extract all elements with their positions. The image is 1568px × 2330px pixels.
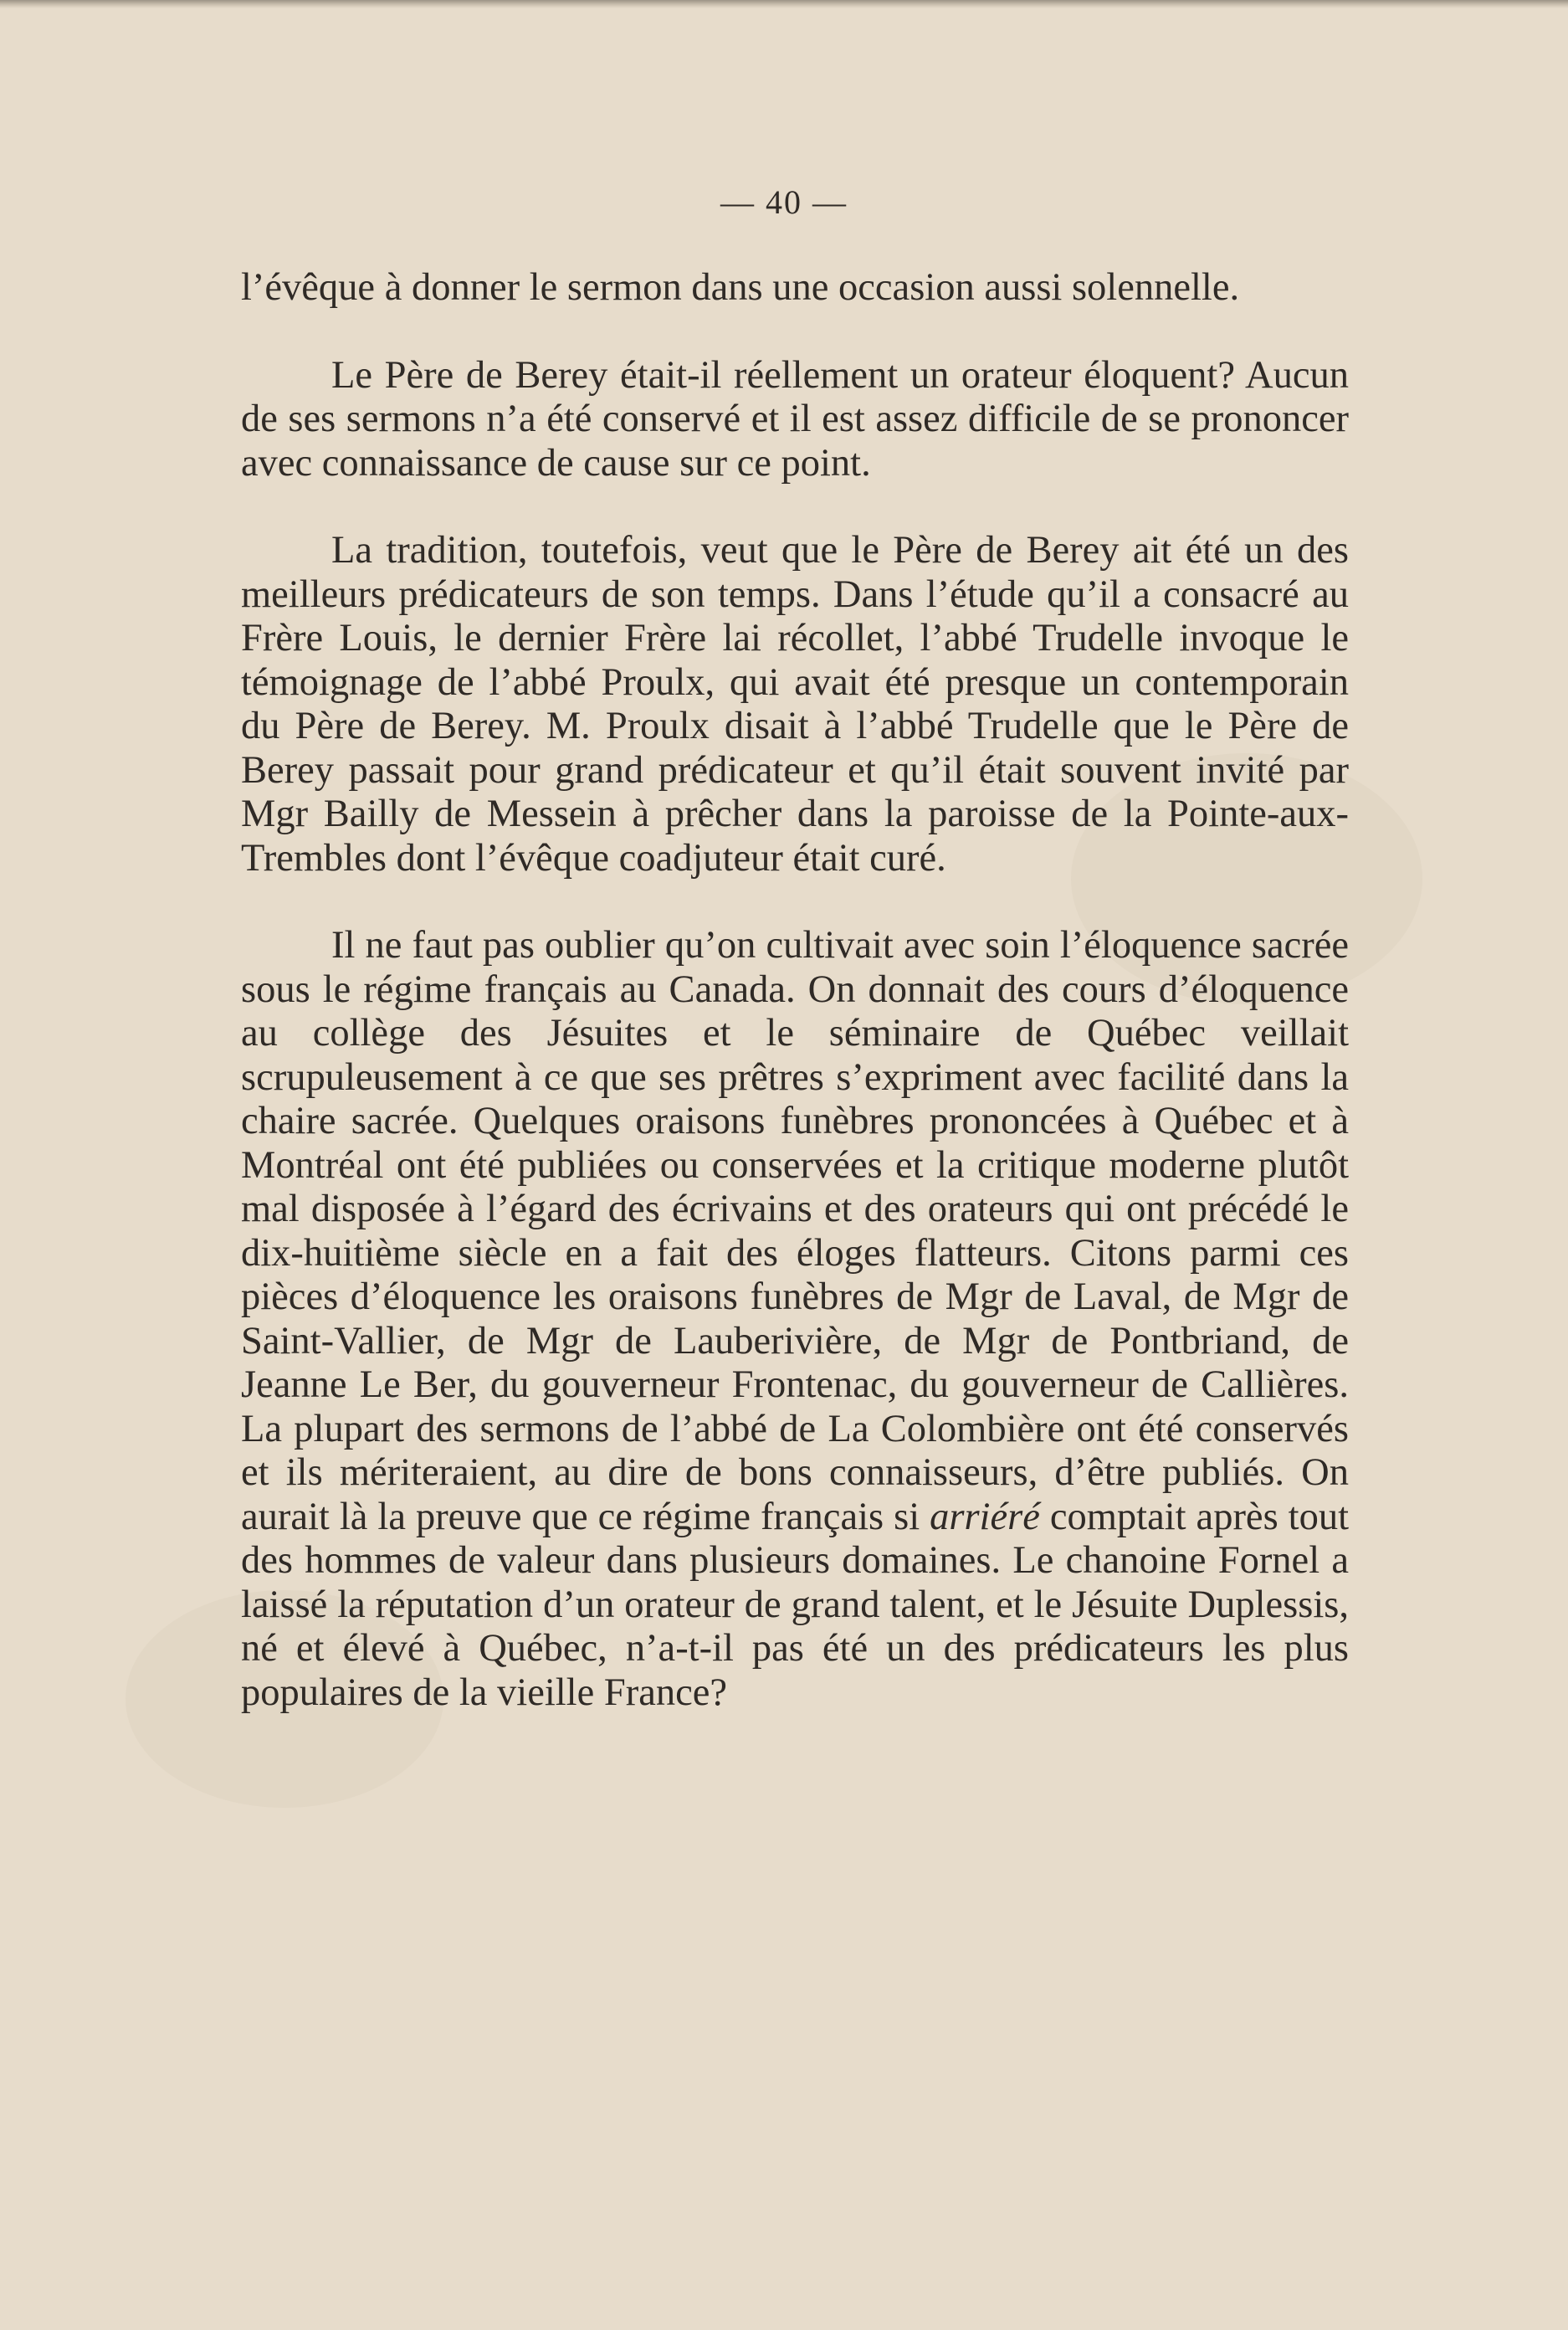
paragraph-4-text-before: Il ne faut pas oublier qu’on cultivait avec soin l’éloquence sacrée sous le régime français au Canada. On donnait des cours d’éloquence au collège des Jésuites et le séminaire de Québec veillait scrupuleusement à ce que ses prêtres s’expriment avec facilité dans la chaire sacrée. Quelques oraisons funèbres prononcées à Québec et à Montréal ont été publiées ou conservées et la critique moderne plutôt mal disposée à l’égard des écrivains et des orateurs qui ont précédé le dix-huitième siècle en a fait des éloges flatteurs. Citons parmi ces pièces d’éloquence les oraisons funèbres de Mgr de Laval, de Mgr de Saint-Vallier, de Mgr de Lauberivière, de Mgr de Pontbriand, de Jeanne Le Ber, du gouverneur Frontenac, du gouverneur de Callières. La plupart des sermons de l’abbé de La Colombière ont été conservés et ils mériteraient, au dire de bons connaisseurs, d’être publiés. On aurait là la preuve que ce régime français si: [241, 924, 1349, 1538]
paragraph-4-text-after: comptait après tout des hommes de valeur dans plusieurs domaines. Le chanoine Fornel a laissé la réputation d’un orateur de grand talent, et le Jésuite Duplessis, né et élevé à Québec, n’a-t-il pas été un des prédicateurs les plus populaires de la vieille France?: [241, 1495, 1349, 1714]
paragraph-2: Le Père de Berey était-il réellement un orateur éloquent? Aucun de ses sermons n’a été conservé et il est assez difficile de se prononcer avec connaissance de cause sur ce point.: [241, 353, 1349, 485]
paragraph-4: [241, 924, 1349, 1715]
page-number: — 40 —: [720, 183, 848, 221]
paragraph-3: La tradition, toutefois, veut que le Père de Berey ait été un des meilleurs prédicateurs de son temps. Dans l’étude qu’il a consacré au Frère Louis, le dernier Frère lai récollet, l’abbé Trudelle invoque le témoignage de l’abbé Proulx, qui avait été presque un contemporain du Père de Berey. M. Proulx disait à l’abbé Trudelle que le Père de Berey passait pour grand prédicateur et qu’il était souvent invité par Mgr Bailly de Messein à prêcher dans la paroisse de la Pointe-aux-Trembles dont l’évêque coadjuteur était curé.: [241, 529, 1349, 880]
paragraph-4-emphasis: arriéré: [930, 1495, 1040, 1538]
page-top-edge: [0, 0, 1568, 8]
body-text: [241, 266, 1349, 1715]
paragraph-1: l’évêque à donner le sermon dans une occasion aussi solennelle.: [241, 266, 1240, 309]
